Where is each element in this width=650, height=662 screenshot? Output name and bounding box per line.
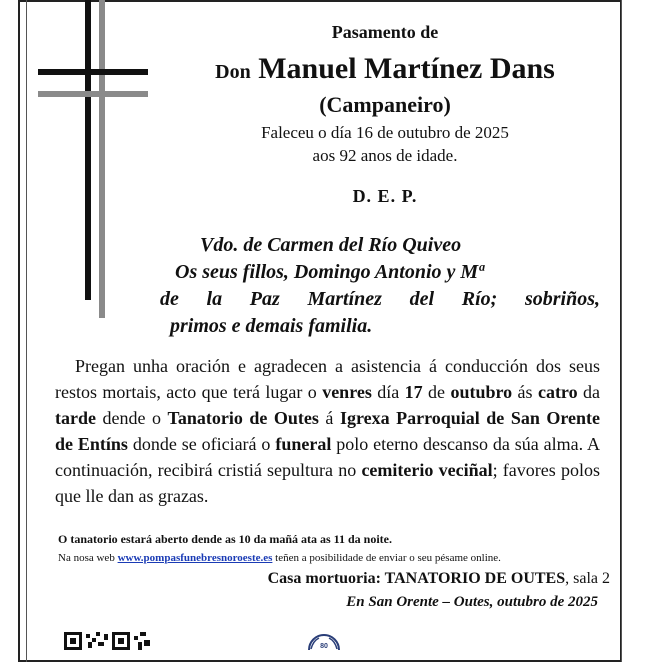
body-text-run: Pregan unha oración e agradecen a asistencia á conducción dos seus restos mortais, acto que terá lugar o [55,356,600,402]
family-block [160,232,600,340]
funeral-home [268,570,610,588]
funeral-home-room: , sala 2 [565,570,610,587]
body-bold-run: catro [537,382,578,402]
cross-horizontal-dark [38,69,148,75]
body-text-run: da [577,382,600,402]
laurel-logo-icon [303,633,345,650]
notice-heading: Pasamento de [331,22,439,42]
body-bold-run: tarde [55,408,96,428]
body-text-run: ás [512,382,538,402]
body-bold-run: Igrexa Parroquial de San Orente de Entíns [55,408,600,454]
deceased-name [150,52,620,86]
body-text-run: dende o [95,408,168,428]
family-line: primos e demais familia. [170,315,373,337]
qr-code-icon[interactable] [64,632,150,650]
nickname: (Campaneiro) [319,92,451,117]
web-note [58,552,501,564]
place-date: En San Orente – Outes, outubro de 2025 [346,594,598,610]
body-text-run: polo eterno descanso da súa alma. A continuación, recibirá cristiá sepultura no [55,434,600,480]
rip-text: D. E. P. [352,186,418,206]
ceremony-paragraph [55,353,600,509]
family-line: Os seus fillos, Domingo Antonio y Mª [175,261,484,283]
body-bold-run: outubro [450,382,513,402]
web-note-prefix: Na nosa web [58,552,118,564]
hours-note: O tanatorio estará aberto dende as 10 da mañá ata as 11 da noite. [58,532,392,546]
body-bold-run: cemiterio veciñal [361,460,493,480]
family-line: de la Paz Martínez del Río; sobriños, [160,288,600,310]
name-prefix: Don [215,61,251,83]
body-bold-run: 17 [404,382,423,402]
body-text-run: día [371,382,405,402]
web-note-suffix: teñen a posibilidade de enviar o seu pésame online. [272,552,501,564]
body-text-run: ; favores polos que lle dan as grazas. [55,460,600,506]
body-text-run: donde se oficiará o [127,434,276,454]
death-date: Faleceu o día 16 de outubro de 2025 [261,123,509,142]
cross-vertical-dark [85,0,91,300]
logo-text: 80 [320,643,328,650]
body-bold-run: Tanatorio de Outes [167,408,319,428]
cross-vertical-grey [99,0,105,318]
name-main: Manuel Martínez Dans [258,52,555,85]
age: aos 92 anos de idade. [312,146,458,165]
cross-horizontal-grey [38,91,148,97]
body-bold-run: funeral [275,434,332,454]
body-text-run: de [422,382,451,402]
website-link[interactable]: www.pompasfunebresnoroeste.es [117,552,273,564]
body-text-run: á [318,408,340,428]
funeral-home-label: Casa mortuoria: TANATORIO DE OUTES [267,570,566,587]
body-bold-run: venres [322,382,372,402]
family-line: Vdo. de Carmen del Río Quiveo [200,234,462,256]
